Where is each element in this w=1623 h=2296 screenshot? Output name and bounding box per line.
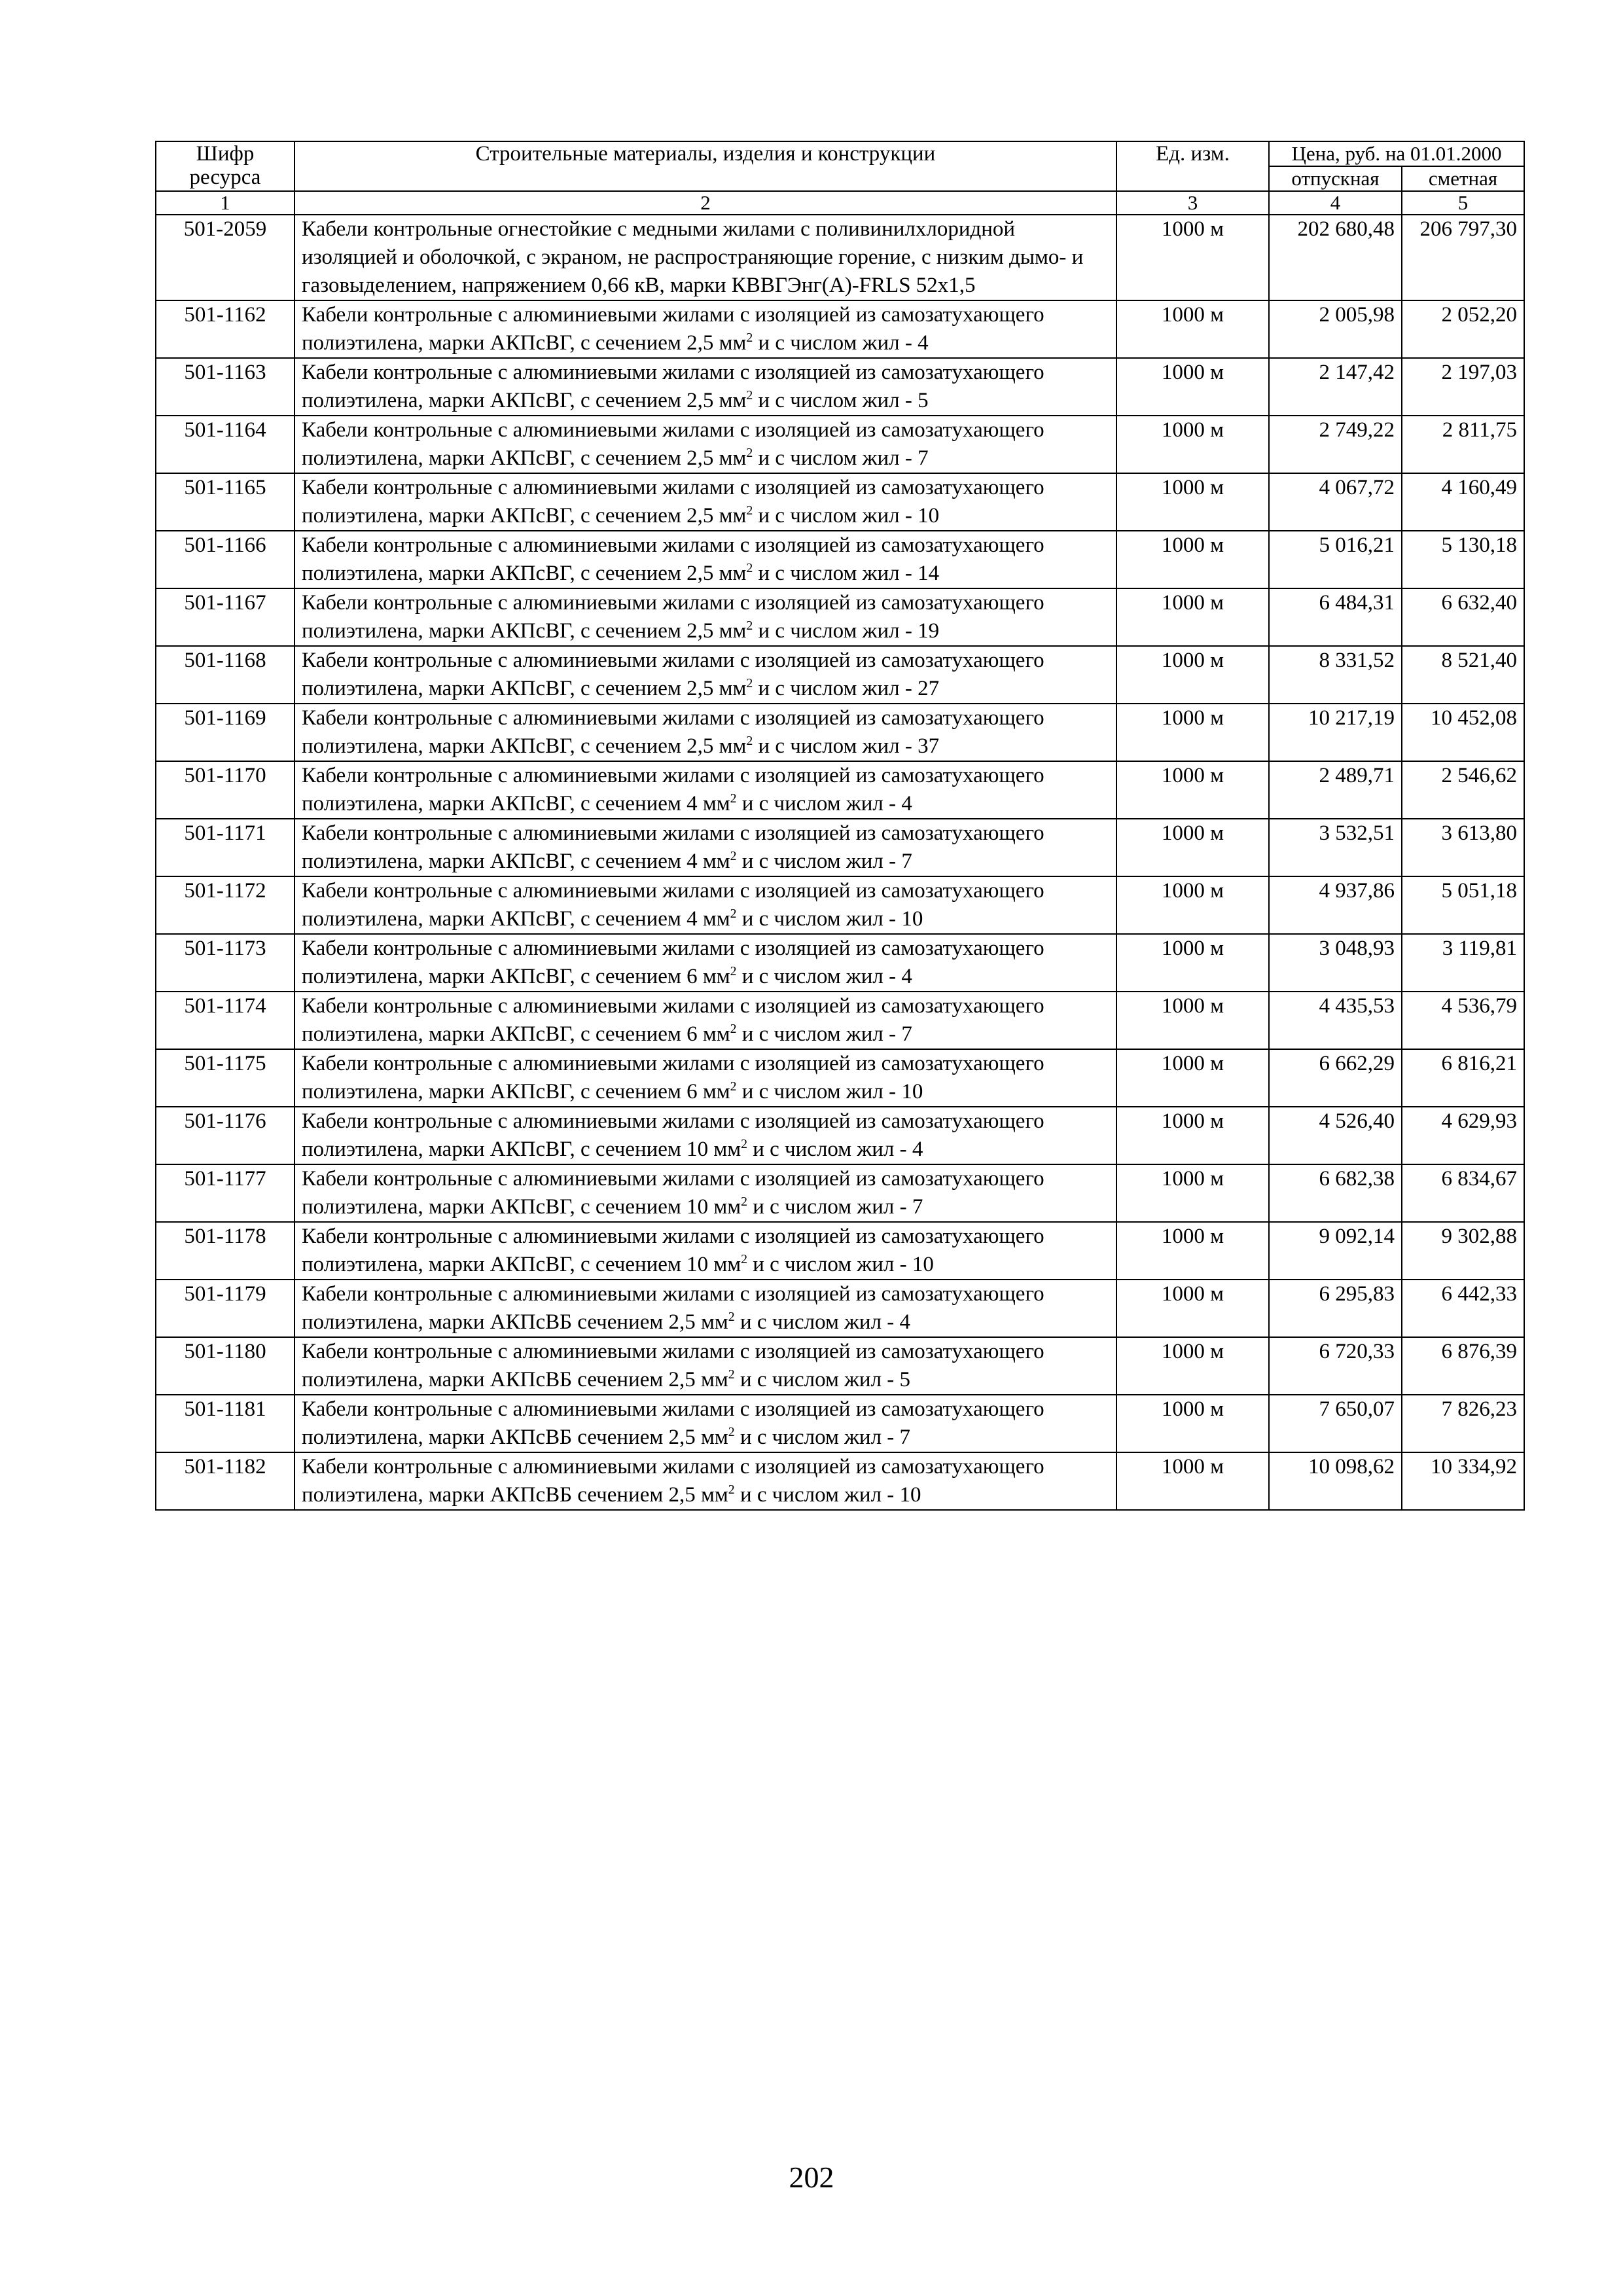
release-price: 3 532,51	[1269, 819, 1402, 876]
column-number-1: 1	[156, 191, 294, 215]
resource-code: 501-1163	[156, 358, 294, 416]
unit-exponent: 2	[730, 906, 737, 921]
estimate-price: 6 632,40	[1402, 588, 1524, 646]
estimate-price: 4 536,79	[1402, 992, 1524, 1049]
material-name-text: Кабели контрольные с алюминиевыми жилами с изоляцией из самозатухающего полиэтилена, марки АКПсВГ, с сечением 10 мм	[302, 1225, 1044, 1276]
material-name	[294, 1452, 1116, 1510]
release-price: 6 682,38	[1269, 1164, 1402, 1222]
estimate-price: 7 826,23	[1402, 1395, 1524, 1452]
estimate-price: 6 834,67	[1402, 1164, 1524, 1222]
material-name	[294, 1049, 1116, 1107]
unit: 1000 м	[1116, 588, 1269, 646]
estimate-price: 2 052,20	[1402, 300, 1524, 358]
resource-code: 501-2059	[156, 215, 294, 300]
unit-exponent: 2	[746, 331, 753, 345]
resource-code: 501-1171	[156, 819, 294, 876]
unit-exponent: 2	[746, 676, 753, 691]
material-name-text: Кабели контрольные с алюминиевыми жилами с изоляцией из самозатухающего полиэтилена, марки АКПсВГ, с сечением 2,5 мм	[302, 361, 1044, 412]
unit: 1000 м	[1116, 1452, 1269, 1510]
resource-code: 501-1169	[156, 704, 294, 761]
material-name-suffix: и с числом жил - 4	[736, 792, 912, 816]
material-name	[294, 1222, 1116, 1280]
header-name: Строительные материалы, изделия и конструкции	[294, 141, 1116, 191]
resource-code: 501-1165	[156, 473, 294, 531]
material-name-text: Кабели контрольные с алюминиевыми жилами с изоляцией из самозатухающего полиэтилена, марки АКПсВБ сечением 2,5 мм	[302, 1340, 1044, 1391]
material-name	[294, 416, 1116, 473]
material-name	[294, 1395, 1116, 1452]
unit: 1000 м	[1116, 1164, 1269, 1222]
release-price: 6 720,33	[1269, 1337, 1402, 1395]
unit: 1000 м	[1116, 1107, 1269, 1164]
material-name	[294, 300, 1116, 358]
unit-exponent: 2	[730, 791, 737, 806]
table-row	[156, 1452, 1524, 1510]
resource-code: 501-1182	[156, 1452, 294, 1510]
unit-exponent: 2	[730, 1079, 737, 1094]
resource-code: 501-1166	[156, 531, 294, 588]
release-price: 10 217,19	[1269, 704, 1402, 761]
table-row	[156, 473, 1524, 531]
release-price: 6 295,83	[1269, 1280, 1402, 1337]
material-name-text: Кабели контрольные с алюминиевыми жилами с изоляцией из самозатухающего полиэтилена, марки АКПсВГ, с сечением 2,5 мм	[302, 591, 1044, 643]
column-number-2: 2	[294, 191, 1116, 215]
material-name-text: Кабели контрольные с алюминиевыми жилами с изоляцией из самозатухающего полиэтилена, марки АКПсВГ, с сечением 6 мм	[302, 994, 1044, 1046]
material-name-suffix: и с числом жил - 5	[753, 389, 929, 412]
header-unit: Ед. изм.	[1116, 141, 1269, 191]
table-row	[156, 761, 1524, 819]
estimate-price: 2 197,03	[1402, 358, 1524, 416]
table-row	[156, 1222, 1524, 1280]
material-name	[294, 358, 1116, 416]
material-name-text: Кабели контрольные с алюминиевыми жилами с изоляцией из самозатухающего полиэтилена, марки АКПсВГ, с сечением 2,5 мм	[302, 649, 1044, 700]
release-price: 10 098,62	[1269, 1452, 1402, 1510]
estimate-price: 2 811,75	[1402, 416, 1524, 473]
unit: 1000 м	[1116, 473, 1269, 531]
estimate-price: 9 302,88	[1402, 1222, 1524, 1280]
material-name-text: Кабели контрольные с алюминиевыми жилами с изоляцией из самозатухающего полиэтилена, марки АКПсВГ, с сечением 2,5 мм	[302, 418, 1044, 470]
table-row	[156, 704, 1524, 761]
material-name	[294, 588, 1116, 646]
material-name	[294, 876, 1116, 934]
header-row	[156, 141, 1524, 166]
estimate-price: 10 334,92	[1402, 1452, 1524, 1510]
material-name-suffix: и с числом жил - 4	[734, 1310, 911, 1334]
material-name	[294, 992, 1116, 1049]
unit-exponent: 2	[746, 388, 753, 403]
release-price: 2 489,71	[1269, 761, 1402, 819]
estimate-price: 4 629,93	[1402, 1107, 1524, 1164]
table-row	[156, 1164, 1524, 1222]
unit: 1000 м	[1116, 531, 1269, 588]
table-row	[156, 876, 1524, 934]
estimate-price: 10 452,08	[1402, 704, 1524, 761]
material-name-text: Кабели контрольные с алюминиевыми жилами с изоляцией из самозатухающего полиэтилена, марки АКПсВГ, с сечением 10 мм	[302, 1167, 1044, 1219]
table-row	[156, 416, 1524, 473]
material-name	[294, 1107, 1116, 1164]
estimate-price: 6 876,39	[1402, 1337, 1524, 1395]
material-name-text: Кабели контрольные с алюминиевыми жилами с изоляцией из самозатухающего полиэтилена, марки АКПсВГ, с сечением 6 мм	[302, 937, 1044, 988]
material-name-suffix: и с числом жил - 5	[734, 1368, 911, 1391]
unit: 1000 м	[1116, 992, 1269, 1049]
release-price: 5 016,21	[1269, 531, 1402, 588]
column-number-4: 4	[1269, 191, 1402, 215]
material-name	[294, 1164, 1116, 1222]
unit: 1000 м	[1116, 819, 1269, 876]
unit: 1000 м	[1116, 215, 1269, 300]
unit-exponent: 2	[746, 446, 753, 460]
release-price: 2 005,98	[1269, 300, 1402, 358]
estimate-price: 8 521,40	[1402, 646, 1524, 704]
unit: 1000 м	[1116, 300, 1269, 358]
unit-exponent: 2	[728, 1367, 735, 1382]
resource-code: 501-1162	[156, 300, 294, 358]
material-name	[294, 1337, 1116, 1395]
unit: 1000 м	[1116, 1337, 1269, 1395]
estimate-price: 3 119,81	[1402, 934, 1524, 992]
unit: 1000 м	[1116, 646, 1269, 704]
unit-exponent: 2	[741, 1137, 747, 1151]
material-name	[294, 761, 1116, 819]
estimate-price: 206 797,30	[1402, 215, 1524, 300]
table-row	[156, 531, 1524, 588]
release-price: 2 147,42	[1269, 358, 1402, 416]
column-number-5: 5	[1402, 191, 1524, 215]
release-price: 202 680,48	[1269, 215, 1402, 300]
resource-code: 501-1173	[156, 934, 294, 992]
price-table	[155, 141, 1525, 1511]
unit-exponent: 2	[741, 1194, 747, 1209]
material-name-suffix: и с числом жил - 14	[753, 562, 940, 585]
release-price: 6 484,31	[1269, 588, 1402, 646]
unit: 1000 м	[1116, 1222, 1269, 1280]
estimate-price: 6 442,33	[1402, 1280, 1524, 1337]
material-name-suffix: и с числом жил - 27	[753, 677, 940, 700]
resource-code: 501-1179	[156, 1280, 294, 1337]
release-price: 3 048,93	[1269, 934, 1402, 992]
material-name	[294, 531, 1116, 588]
estimate-price: 6 816,21	[1402, 1049, 1524, 1107]
unit: 1000 м	[1116, 934, 1269, 992]
table-row	[156, 1049, 1524, 1107]
table-row	[156, 1280, 1524, 1337]
resource-code: 501-1167	[156, 588, 294, 646]
release-price: 9 092,14	[1269, 1222, 1402, 1280]
unit: 1000 м	[1116, 1049, 1269, 1107]
material-name-text: Кабели контрольные с алюминиевыми жилами с изоляцией из самозатухающего полиэтилена, марки АКПсВГ, с сечением 10 мм	[302, 1109, 1044, 1161]
release-price: 4 067,72	[1269, 473, 1402, 531]
table-row	[156, 1395, 1524, 1452]
material-name	[294, 934, 1116, 992]
material-name-suffix: и с числом жил - 4	[753, 331, 929, 355]
material-name-suffix: и с числом жил - 7	[736, 850, 912, 873]
material-name-text: Кабели контрольные с алюминиевыми жилами с изоляцией из самозатухающего полиэтилена, марки АКПсВГ, с сечением 2,5 мм	[302, 476, 1044, 528]
table-row	[156, 1107, 1524, 1164]
unit-exponent: 2	[746, 503, 753, 518]
release-price: 8 331,52	[1269, 646, 1402, 704]
unit: 1000 м	[1116, 876, 1269, 934]
table-row	[156, 300, 1524, 358]
material-name	[294, 1280, 1116, 1337]
release-price: 4 435,53	[1269, 992, 1402, 1049]
table-row	[156, 215, 1524, 300]
unit: 1000 м	[1116, 1395, 1269, 1452]
material-name-text: Кабели контрольные с алюминиевыми жилами с изоляцией из самозатухающего полиэтилена, марки АКПсВГ, с сечением 2,5 мм	[302, 303, 1044, 355]
material-name-suffix: и с числом жил - 7	[753, 446, 929, 470]
resource-code: 501-1181	[156, 1395, 294, 1452]
unit: 1000 м	[1116, 358, 1269, 416]
material-name-suffix: и с числом жил - 4	[736, 965, 912, 988]
table-row	[156, 646, 1524, 704]
material-name-suffix: и с числом жил - 7	[736, 1022, 912, 1046]
material-name	[294, 646, 1116, 704]
header-estimate-price: сметная	[1402, 166, 1524, 191]
table-row	[156, 358, 1524, 416]
unit-exponent: 2	[730, 964, 737, 978]
unit-exponent: 2	[728, 1425, 735, 1439]
material-name-suffix: и с числом жил - 10	[753, 504, 940, 528]
material-name-text: Кабели контрольные с алюминиевыми жилами с изоляцией из самозатухающего полиэтилена, марки АКПсВГ, с сечением 2,5 мм	[302, 533, 1044, 585]
material-name-suffix: и с числом жил - 10	[747, 1253, 934, 1276]
estimate-price: 3 613,80	[1402, 819, 1524, 876]
material-name-text: Кабели контрольные с алюминиевыми жилами с изоляцией из самозатухающего полиэтилена, марки АКПсВГ, с сечением 4 мм	[302, 764, 1044, 816]
resource-code: 501-1172	[156, 876, 294, 934]
unit-exponent: 2	[728, 1310, 735, 1324]
unit-exponent: 2	[741, 1252, 747, 1266]
estimate-price: 5 051,18	[1402, 876, 1524, 934]
table-row	[156, 819, 1524, 876]
unit-exponent: 2	[728, 1482, 735, 1497]
resource-code: 501-1164	[156, 416, 294, 473]
unit: 1000 м	[1116, 761, 1269, 819]
material-name-suffix: и с числом жил - 4	[747, 1138, 923, 1161]
estimate-price: 4 160,49	[1402, 473, 1524, 531]
unit-exponent: 2	[746, 619, 753, 633]
material-name-text: Кабели контрольные с алюминиевыми жилами с изоляцией из самозатухающего полиэтилена, марки АКПсВГ, с сечением 2,5 мм	[302, 706, 1044, 758]
material-name	[294, 704, 1116, 761]
material-name-text: Кабели контрольные с алюминиевыми жилами с изоляцией из самозатухающего полиэтилена, марки АКПсВБ сечением 2,5 мм	[302, 1455, 1044, 1507]
unit-exponent: 2	[730, 849, 737, 863]
resource-code: 501-1180	[156, 1337, 294, 1395]
column-number-3: 3	[1116, 191, 1269, 215]
material-name-suffix: и с числом жил - 10	[734, 1483, 921, 1507]
unit: 1000 м	[1116, 704, 1269, 761]
resource-code: 501-1176	[156, 1107, 294, 1164]
material-name-text: Кабели контрольные с алюминиевыми жилами с изоляцией из самозатухающего полиэтилена, марки АКПсВГ, с сечением 4 мм	[302, 821, 1044, 873]
material-name-suffix: и с числом жил - 10	[736, 907, 923, 931]
material-name-text: Кабели контрольные с алюминиевыми жилами с изоляцией из самозатухающего полиэтилена, марки АКПсВБ сечением 2,5 мм	[302, 1397, 1044, 1449]
page-number: 202	[789, 2161, 834, 2194]
resource-code: 501-1170	[156, 761, 294, 819]
header-price: Цена, руб. на 01.01.2000	[1269, 141, 1524, 166]
resource-code: 501-1178	[156, 1222, 294, 1280]
material-name-suffix: и с числом жил - 37	[753, 734, 940, 758]
material-name-suffix: и с числом жил - 19	[753, 619, 940, 643]
material-name: Кабели контрольные огнестойкие с медными жилами с поливинилхлоридной изоляцией и оболочкой, с экраном, не распространяющие горение, с низким дымо- и газовыделением, напряжением 0,66 кВ, марки КВВГЭнг(А)-FRLS 52х1,5	[294, 215, 1116, 300]
release-price: 2 749,22	[1269, 416, 1402, 473]
release-price: 7 650,07	[1269, 1395, 1402, 1452]
release-price: 6 662,29	[1269, 1049, 1402, 1107]
table-row	[156, 934, 1524, 992]
unit-exponent: 2	[730, 1022, 737, 1036]
header-release-price: отпускная	[1269, 166, 1402, 191]
material-name-text: Кабели контрольные с алюминиевыми жилами с изоляцией из самозатухающего полиэтилена, марки АКПсВГ, с сечением 6 мм	[302, 1052, 1044, 1103]
table-row	[156, 588, 1524, 646]
release-price: 4 526,40	[1269, 1107, 1402, 1164]
material-name	[294, 473, 1116, 531]
table-body	[156, 215, 1524, 1510]
unit-exponent: 2	[746, 561, 753, 575]
material-name-text: Кабели контрольные с алюминиевыми жилами с изоляцией из самозатухающего полиэтилена, марки АКПсВБ сечением 2,5 мм	[302, 1282, 1044, 1334]
table-row	[156, 1337, 1524, 1395]
table-row	[156, 992, 1524, 1049]
column-number-row	[156, 191, 1524, 215]
material-name-suffix: и с числом жил - 7	[747, 1195, 923, 1219]
resource-code: 501-1175	[156, 1049, 294, 1107]
estimate-price: 2 546,62	[1402, 761, 1524, 819]
unit: 1000 м	[1116, 416, 1269, 473]
unit-exponent: 2	[746, 734, 753, 748]
material-name	[294, 819, 1116, 876]
header-code: Шифр ресурса	[156, 141, 294, 191]
release-price: 4 937,86	[1269, 876, 1402, 934]
material-name-suffix: и с числом жил - 7	[734, 1426, 911, 1449]
resource-code: 501-1174	[156, 992, 294, 1049]
material-name-suffix: и с числом жил - 10	[736, 1080, 923, 1103]
price-table-container	[155, 141, 1524, 1511]
resource-code: 501-1177	[156, 1164, 294, 1222]
material-name-text: Кабели контрольные с алюминиевыми жилами с изоляцией из самозатухающего полиэтилена, марки АКПсВГ, с сечением 4 мм	[302, 879, 1044, 931]
estimate-price: 5 130,18	[1402, 531, 1524, 588]
unit: 1000 м	[1116, 1280, 1269, 1337]
resource-code: 501-1168	[156, 646, 294, 704]
